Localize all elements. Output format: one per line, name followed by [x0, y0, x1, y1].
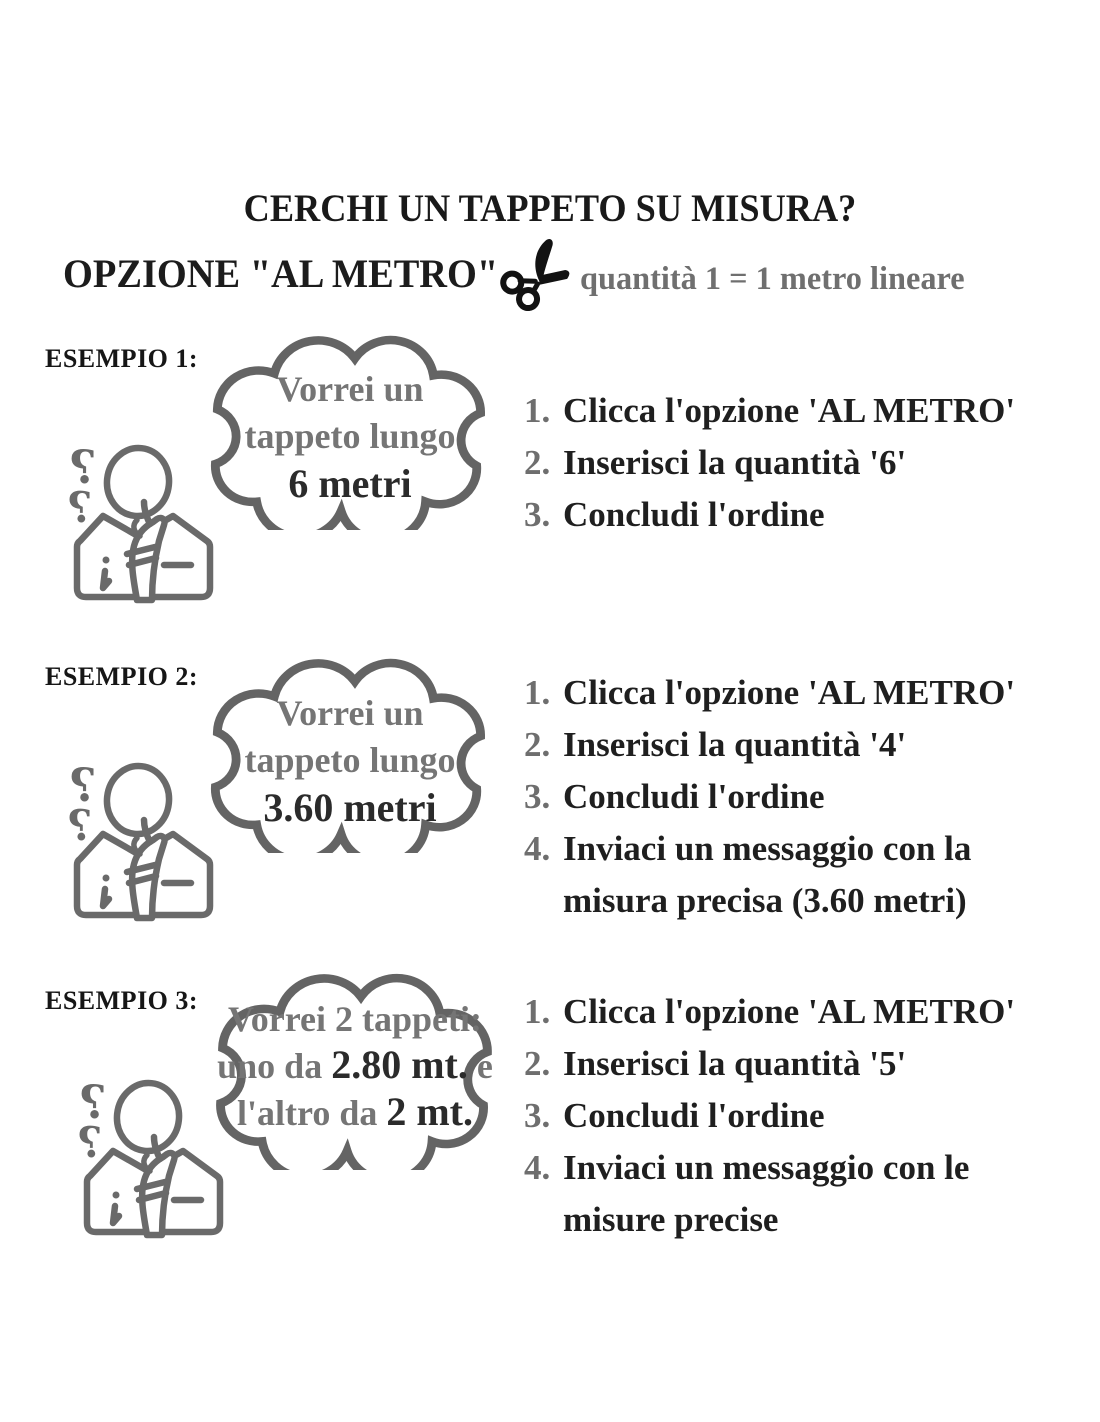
step-item	[524, 385, 1084, 437]
bubble-measure: 2.80 mt.	[331, 1042, 468, 1087]
quantity-note: quantità 1 = 1 metro lineare	[580, 261, 965, 297]
bubble-measure: 3.60 metri	[263, 785, 437, 830]
step-number: 3.	[524, 1096, 551, 1135]
bubble-line: uno da 2.80 mt. e	[217, 1042, 493, 1087]
step-number: 4.	[524, 1148, 551, 1187]
step-item	[524, 437, 1084, 489]
step-text-line1: Inviaci un messaggio con le	[563, 1148, 970, 1187]
step-text: Clicca l'opzione 'AL METRO'	[563, 992, 1016, 1031]
example-1-steps	[524, 385, 1084, 541]
step-text: Clicca l'opzione 'AL METRO'	[563, 673, 1016, 712]
step-text	[563, 1142, 969, 1246]
step-item	[524, 823, 1084, 927]
bubble-measure: 6 metri	[288, 461, 412, 506]
step-text: Concludi l'ordine	[563, 1096, 825, 1135]
step-number: 1.	[524, 673, 551, 712]
step-item	[524, 986, 1084, 1038]
example-3-label: ESEMPIO 3:	[45, 986, 199, 1015]
thinking-person-icon-3	[68, 1075, 228, 1240]
step-item	[524, 719, 1084, 771]
bubble-line: Vorrei un	[276, 693, 424, 733]
step-number: 1.	[524, 391, 551, 430]
step-item	[524, 667, 1084, 719]
step-text-line1: Inviaci un messaggio con la	[563, 829, 972, 868]
thinking-person-icon-2	[58, 758, 218, 923]
thought-bubble-2-text	[205, 690, 495, 831]
option-al-metro-label: OPZIONE "AL METRO"	[63, 251, 499, 296]
step-number: 3.	[524, 495, 551, 534]
step-text-line2: misura precisa (3.60 metri)	[563, 881, 967, 920]
bubble-line: l'altro da 2 mt.	[237, 1089, 473, 1134]
thought-bubble-3-text	[190, 996, 520, 1136]
example-3-steps	[524, 986, 1084, 1246]
step-text: Concludi l'ordine	[563, 777, 825, 816]
step-number: 2.	[524, 725, 551, 764]
step-item	[524, 1142, 1084, 1246]
step-item	[524, 771, 1084, 823]
step-item	[524, 489, 1084, 541]
step-item	[524, 1090, 1084, 1142]
step-text: Clicca l'opzione 'AL METRO'	[563, 391, 1016, 430]
step-item	[524, 1038, 1084, 1090]
bubble-line: Vorrei 2 tappeti:	[228, 999, 482, 1039]
step-number: 2.	[524, 1044, 551, 1083]
step-number: 2.	[524, 443, 551, 482]
step-text: Concludi l'ordine	[563, 495, 825, 534]
bubble-line: tappeto lungo	[244, 416, 456, 456]
step-text-line2: misure precise	[563, 1200, 779, 1239]
page-title: CERCHI UN TAPPETO SU MISURA?	[243, 187, 857, 230]
step-text: Inserisci la quantità '6'	[563, 443, 907, 482]
step-number: 1.	[524, 992, 551, 1031]
step-number: 3.	[524, 777, 551, 816]
bubble-line: tappeto lungo	[244, 740, 456, 780]
bubble-measure: 2 mt.	[386, 1089, 473, 1134]
example-2-steps	[524, 667, 1084, 927]
example-2-label: ESEMPIO 2:	[45, 662, 199, 691]
step-number: 4.	[524, 829, 551, 868]
example-1-label: ESEMPIO 1:	[45, 344, 199, 373]
step-text	[563, 823, 971, 927]
scissors-icon	[489, 239, 575, 311]
step-text: Inserisci la quantità '5'	[563, 1044, 907, 1083]
thought-bubble-1-text	[205, 366, 495, 507]
bubble-line: Vorrei un	[276, 369, 424, 409]
thinking-person-icon-1	[58, 440, 218, 605]
step-text: Inserisci la quantità '4'	[563, 725, 907, 764]
